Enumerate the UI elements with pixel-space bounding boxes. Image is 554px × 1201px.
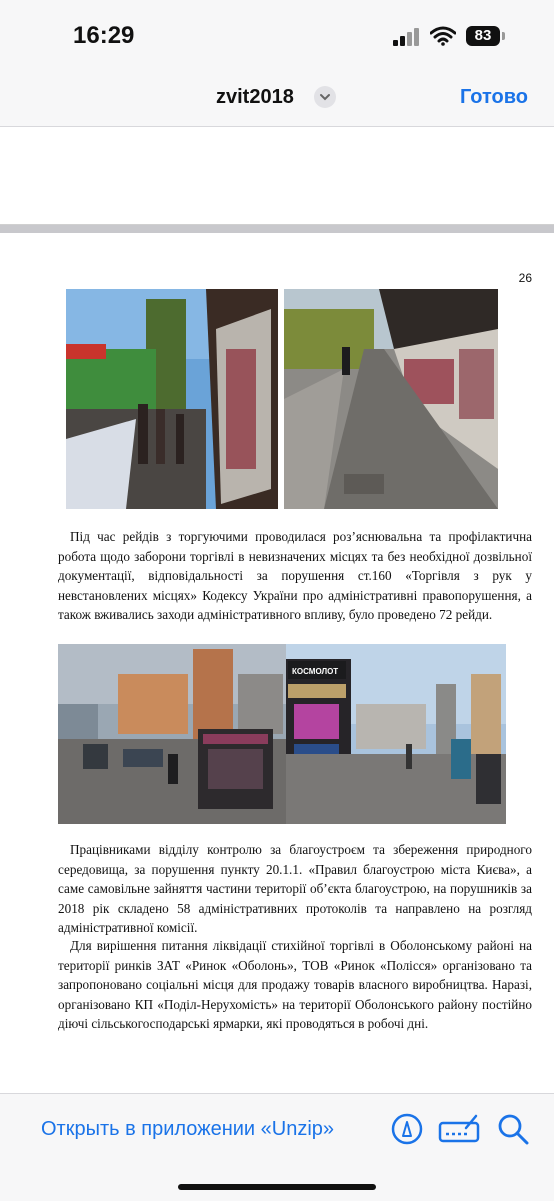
paragraph-2: Працівниками відділу контролю за благоустроєм та збереження природного середовища, за порушення пункту 20.1.1. «Правил благоустрою міста Києва», а саме самовільне зайняття частини території об’єкта благоустрою, на порушників за 2018 рік складено 58 адміністративних протоколів та направлено на розгляд адміністративної комісії. — [58, 842, 532, 936]
done-button[interactable]: Готово — [459, 86, 528, 108]
photo-kosmolot-kiosk — [286, 644, 506, 824]
page-number: 26 — [518, 271, 532, 285]
document-page[interactable] — [0, 233, 554, 1093]
previous-page-bottom — [0, 127, 554, 225]
photo-street-vendors — [58, 644, 286, 824]
photo-underpass-walkway — [284, 289, 498, 509]
bottom-toolbar — [0, 1093, 554, 1201]
document-title[interactable]: zvit2018 — [216, 86, 294, 108]
paragraph-3: Для вирішення питання ліквідації стихійної торгівлі в Оболонському районі на території ринків ЗАТ «Ринок «Оболонь», ТОВ «Ринок «Полісся» організовано та запропоновано соціальні місця для продажу товарів власного виробництва. Наразі, організовано КП «Поділ-Нерухомість» на території Оболонського району постійно діючі сільськогосподарські ярмарки, які проводяться в робочі дні. — [58, 938, 532, 1032]
battery-cap — [502, 32, 505, 40]
page-separator — [0, 225, 554, 233]
markup-pen-icon[interactable] — [390, 1112, 424, 1146]
status-bar — [0, 0, 554, 70]
kiosk-sign: КОСМОЛОТ — [292, 667, 339, 676]
signature-icon[interactable] — [438, 1112, 480, 1146]
photo-street-market — [66, 289, 278, 509]
chevron-down-icon[interactable] — [314, 86, 336, 108]
wifi-icon — [430, 26, 456, 46]
search-icon[interactable] — [496, 1112, 530, 1146]
home-indicator — [178, 1184, 376, 1190]
signal-icon — [393, 28, 423, 46]
battery-icon: 83 — [466, 26, 500, 46]
nav-bar — [0, 70, 554, 127]
paragraph-1: Під час рейдів з торгуючими проводилася роз’яснювальна та профілактична робота щодо заборони торгівлі в невизначених місцях та без необхідної дозвільної документації, відповідальності за порушення ст.160 «Торгівля з рук у невстановлених місцях» Кодексу України про адміністративні правопорушення, а також вживались заходи адміністративного впливу, було проведено 72 рейди. — [58, 529, 532, 623]
open-in-app-button[interactable]: Открыть в приложении «Unzip» — [41, 1118, 335, 1140]
status-time: 16:29 — [73, 22, 135, 49]
